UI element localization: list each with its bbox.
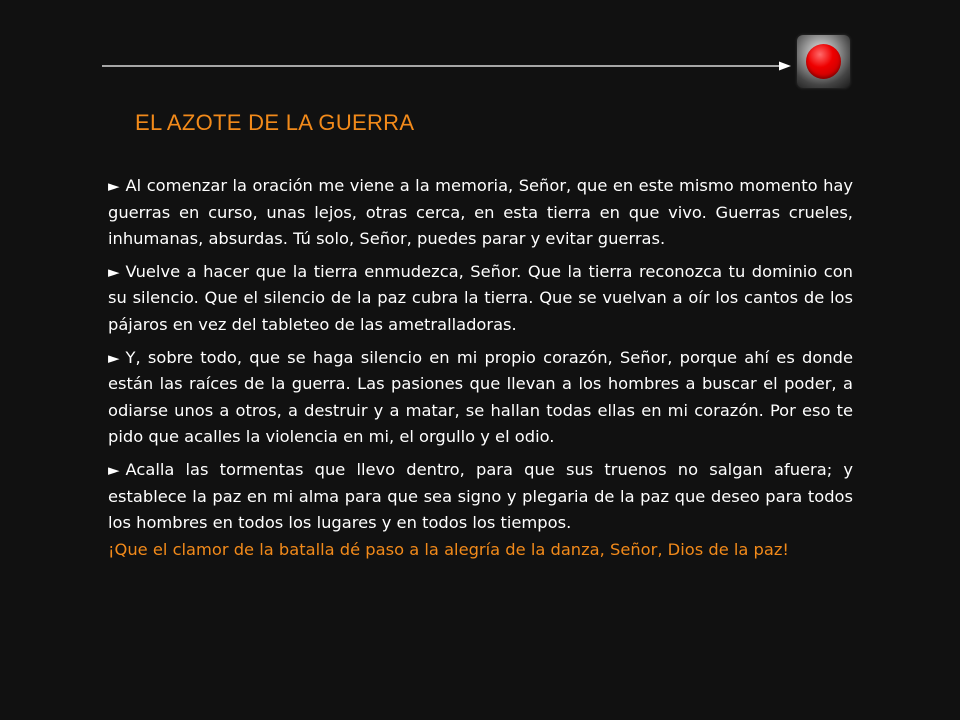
red-record-button[interactable] <box>797 35 850 88</box>
bullet-arrow-icon: ► <box>108 177 120 195</box>
paragraph-text: Y, sobre todo, que se haga silencio en mi propio corazón, Señor, porque ahí es donde están las raíces de la guerra. Las pasiones que llevan a los hombres a buscar el poder, a odiarse unos a otros, a destruir y a matar, se hallan todas ellas en mi corazón. Por eso te pido que acalles la violencia en mi, el orgullo y el odio. <box>108 347 853 447</box>
paragraph-4 <box>108 457 853 537</box>
paragraph-text: Al comenzar la oración me viene a la memoria, Señor, que en este mismo momento hay guerras en curso, unas lejos, otras cerca, en esta tierra en que vivo. Guerras crueles, inhumanas, absurdas. Tú solo, Señor, puedes parar y evitar guerras. <box>108 176 853 249</box>
prayer-text <box>108 173 853 563</box>
paragraph-2 <box>108 259 853 339</box>
bullet-arrow-icon: ► <box>108 460 120 479</box>
page-title: EL AZOTE DE LA GUERRA <box>135 110 415 135</box>
red-record-button-icon <box>806 44 841 79</box>
arrow-right-icon <box>102 60 792 72</box>
paragraph-text: Acalla las tormentas que llevo dentro, para que sus truenos no salgan afuera; y establece la paz en mi alma para que sea signo y plegaria de la paz que deseo para todos los hombres en todos los lugares y en todos los tiempos. <box>108 459 853 533</box>
paragraph-text: Vuelve a hacer que la tierra enmudezca, Señor. Que la tierra reconozca tu dominio con su silencio. Que el silencio de la paz cubra la tierra. Que se vuelvan a oír los cantos de los pájaros en vez del tableteo de las ametralladoras. <box>108 261 853 334</box>
bullet-arrow-icon: ► <box>108 348 120 367</box>
paragraph-1 <box>108 173 853 253</box>
closing-line: ¡Que el clamor de la batalla dé paso a la alegría de la danza, Señor, Dios de la paz! <box>108 539 789 559</box>
bullet-arrow-icon: ► <box>108 262 120 281</box>
paragraph-3 <box>108 345 853 451</box>
